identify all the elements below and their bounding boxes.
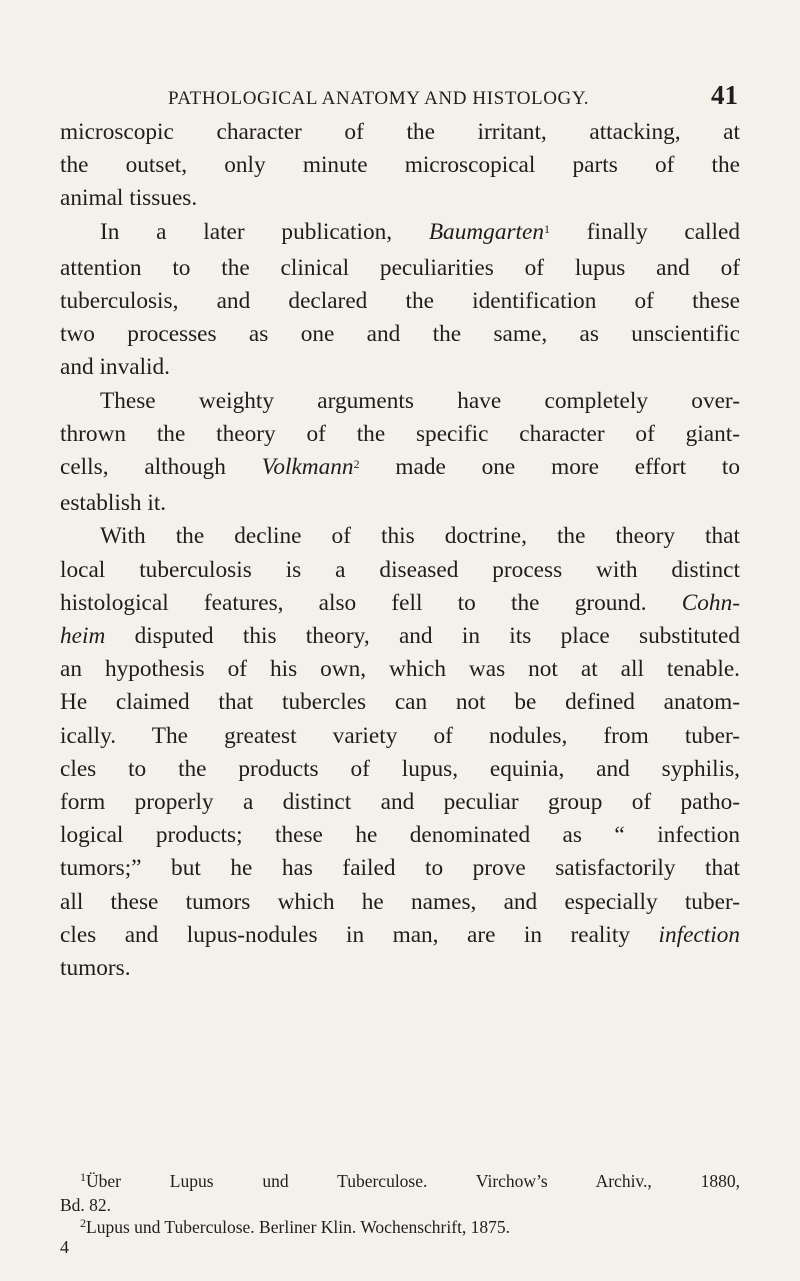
author-name: Cohn- [681, 589, 740, 616]
text-line: thrown the theory of the specific character of giant- [60, 420, 740, 447]
author-name: Baumgarten [428, 218, 545, 245]
text-line: two processes as one and the same, as unscientific [60, 321, 740, 348]
text-line: form properly a distinct and peculiar group of patho- [60, 789, 740, 816]
footnote-marker: 1 [80, 1170, 86, 1184]
page-header [168, 80, 738, 111]
text-line: all these tumors which he names, and especially tuber- [60, 888, 740, 915]
text-line: tuberculosis, and declared the identification of these [60, 288, 740, 315]
text-line: He claimed that tubercles can not be defined anatom- [60, 689, 740, 716]
page-number: 41 [711, 80, 738, 110]
text-line: attention to the clinical peculiarities of lupus and of [60, 254, 740, 281]
footnote-marker: 2 [80, 1216, 86, 1230]
text-line: These weighty arguments have completely over- [100, 387, 740, 414]
footnote-ref: 2 [353, 457, 360, 472]
text-line: tumors;” but he has failed to prove satisfactorily that [60, 855, 740, 882]
running-head: PATHOLOGICAL ANATOMY AND HISTOLOGY. [168, 88, 590, 109]
text-line: the outset, only minute microscopical parts of the [60, 152, 740, 179]
emphasis: infection [658, 921, 741, 948]
text-line: ically. The greatest variety of nodules, from tuber- [60, 722, 740, 749]
author-name: Volkmann [261, 454, 354, 481]
text-line: With the decline of this doctrine, the theory that [100, 523, 740, 550]
text-line: cells, although Volkmann$^2$ made one more effort to [60, 454, 740, 481]
text-line: local tuberculosis is a diseased process with distinct [60, 556, 740, 583]
author-name: heim [60, 623, 106, 650]
text-line: cles and lupus-nodules in man, are in reality infection [60, 921, 741, 948]
text-line: cles to the products of lupus, equinia, and syphilis, [60, 755, 740, 782]
text-line: histological features, also fell to the ground. Cohn- [60, 589, 740, 616]
text-line: establish it. [60, 490, 167, 517]
text-line: tumors. [60, 955, 131, 982]
text-line: animal tissues. [60, 185, 198, 212]
text-line: an hypothesis of his own, which was not at all tenable. [60, 656, 740, 683]
footnote-ref: 1 [544, 221, 551, 236]
footnote: $^2$Lupus und Tuberculose. Berliner Klin. Wochenschrift, 1875. [80, 1216, 511, 1237]
signature-mark: 4 [60, 1237, 69, 1257]
text-line: microscopic character of the irritant, attacking, at [60, 119, 740, 145]
text-line: and invalid. [60, 354, 170, 381]
footnote: $^1$Über Lupus und Tuberculose. Virchow’s Archiv., 1880, [80, 1170, 740, 1191]
text-line: heim disputed this theory, and in its place substituted [60, 623, 741, 650]
body-text [60, 116, 740, 985]
text-line: In a later publication, Baumgarten$^1$ finally called [100, 218, 740, 245]
footnote-line: Bd. 82. [60, 1195, 112, 1215]
text-line: logical products; these he denominated as “ infection [60, 822, 740, 849]
footnotes [60, 1170, 740, 1240]
